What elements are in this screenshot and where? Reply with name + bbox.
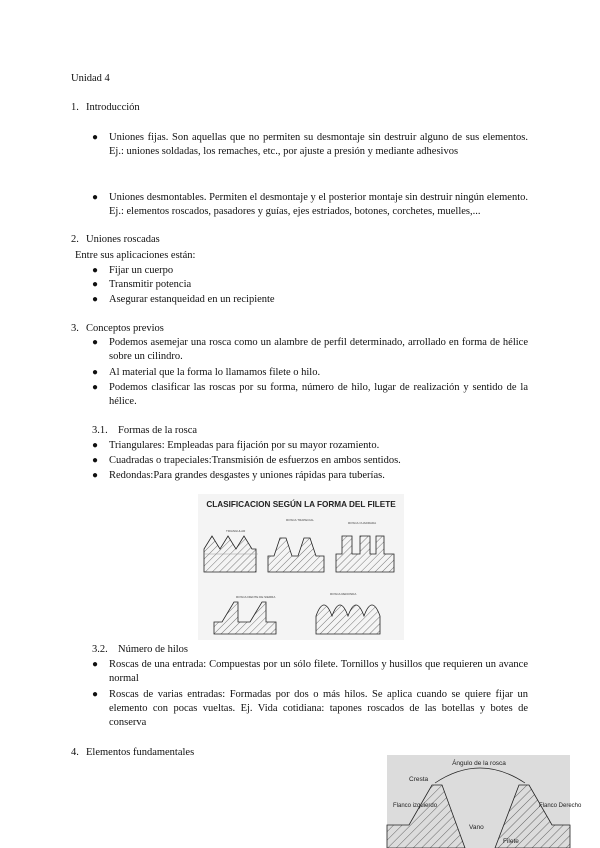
label-root: Vano bbox=[469, 824, 484, 831]
bullet-icon: ● bbox=[92, 440, 99, 451]
subsection-3-2-number: 3.2. bbox=[92, 644, 108, 655]
s32-item: Roscas de una entrada: Compuestas por un sólo filete. Tornillos y husillos que requieren un avance normal bbox=[109, 659, 528, 684]
label-triangular: TRIANGULAR bbox=[226, 529, 246, 533]
section-1-title: Introducción bbox=[86, 102, 140, 113]
bullet-icon: ● bbox=[92, 689, 99, 700]
subsection-3-2-title: Número de hilos bbox=[118, 644, 188, 655]
section-2-number: 2. bbox=[71, 234, 79, 245]
label-crest: Cresta bbox=[409, 776, 429, 783]
label-round: ROSCA REDONDA bbox=[330, 592, 357, 596]
label-trapezoidal: ROSCA TRAPECIAL bbox=[286, 518, 314, 522]
label-right-flank: Flanco Derecho bbox=[539, 803, 582, 809]
section-4-number: 4. bbox=[71, 747, 79, 758]
thread-elements-figure bbox=[387, 755, 582, 848]
s32-item: Roscas de varias entradas: Formadas por dos o más hilos. Se aplica cuando se quiere fijar un elemento con pocas vueltas. Ej. Vida cotidiana: tapones roscados de las botellas y botes de conserva bbox=[109, 689, 528, 728]
s2-item: Asegurar estanqueidad en un recipiente bbox=[109, 294, 275, 305]
s2-intro: Entre sus aplicaciones están: bbox=[75, 250, 196, 261]
bullet-icon: ● bbox=[92, 132, 99, 143]
s31-item: Cuadradas o trapeciales:Transmisión de esfuerzos en ambos sentidos. bbox=[109, 455, 401, 466]
bullet-icon: ● bbox=[92, 382, 99, 393]
bullet-icon: ● bbox=[92, 294, 99, 305]
label-thread-angle: Ángulo de la rosca bbox=[452, 760, 506, 767]
s3-item: Podemos clasificar las roscas por su forma, número de hilo, lugar de realización y sentido de la hélice. bbox=[109, 382, 528, 407]
bullet-icon: ● bbox=[92, 265, 99, 276]
section-4-title: Elementos fundamentales bbox=[86, 747, 195, 758]
label-left-flank: Flanco izquierdo bbox=[393, 803, 438, 809]
s1-item-fixed: Uniones fijas. Son aquellas que no permiten su desmontaje sin destruir alguno de sus elementos. Ej.: uniones soldadas, los remaches, etc., por ajuste a presión y mediante adhesivos bbox=[109, 132, 528, 157]
bullet-icon: ● bbox=[92, 337, 99, 348]
s3-item: Podemos asemejar una rosca como un alambre de perfil determinado, arrollado en forma de hélice sobre un cilindro. bbox=[109, 337, 528, 362]
thread-forms-figure bbox=[198, 494, 404, 640]
bullet-icon: ● bbox=[92, 279, 99, 290]
figure-title: CLASIFICACION SEGÚN LA FORMA DEL FILETE bbox=[206, 500, 396, 509]
bullet-icon: ● bbox=[92, 367, 99, 378]
label-thread: Filete bbox=[503, 838, 519, 845]
subsection-3-1-number: 3.1. bbox=[92, 425, 108, 436]
s2-item: Fijar un cuerpo bbox=[109, 265, 174, 276]
s31-item: Redondas:Para grandes desgastes y uniones rápidas para tuberías. bbox=[109, 470, 385, 481]
s3-item: Al material que la forma lo llamamos filete o hilo. bbox=[109, 367, 321, 378]
s31-item: Triangulares: Empleadas para fijación por su mayor rozamiento. bbox=[109, 440, 380, 451]
bullet-icon: ● bbox=[92, 192, 99, 203]
label-sawtooth: ROSCA DIENTE DE SIERRA bbox=[236, 595, 276, 599]
bullet-icon: ● bbox=[92, 659, 99, 670]
s1-item-removable: Uniones desmontables. Permiten el desmontaje y el posterior montaje sin destruir ningún elemento. Ej.: elementos roscados, pasadores y guías, ejes estriados, botones, corchetes, muelles,... bbox=[109, 192, 528, 217]
label-square: ROSCA CUADRADA bbox=[348, 521, 377, 525]
section-3-number: 3. bbox=[71, 323, 79, 334]
unit-title: Unidad 4 bbox=[71, 73, 110, 84]
s2-item: Transmitir potencia bbox=[109, 279, 192, 290]
subsection-3-1-title: Formas de la rosca bbox=[118, 425, 198, 436]
section-3-title: Conceptos previos bbox=[86, 323, 164, 334]
section-1-number: 1. bbox=[71, 102, 79, 113]
bullet-icon: ● bbox=[92, 470, 99, 481]
section-2-title: Uniones roscadas bbox=[86, 234, 160, 245]
bullet-icon: ● bbox=[92, 455, 99, 466]
